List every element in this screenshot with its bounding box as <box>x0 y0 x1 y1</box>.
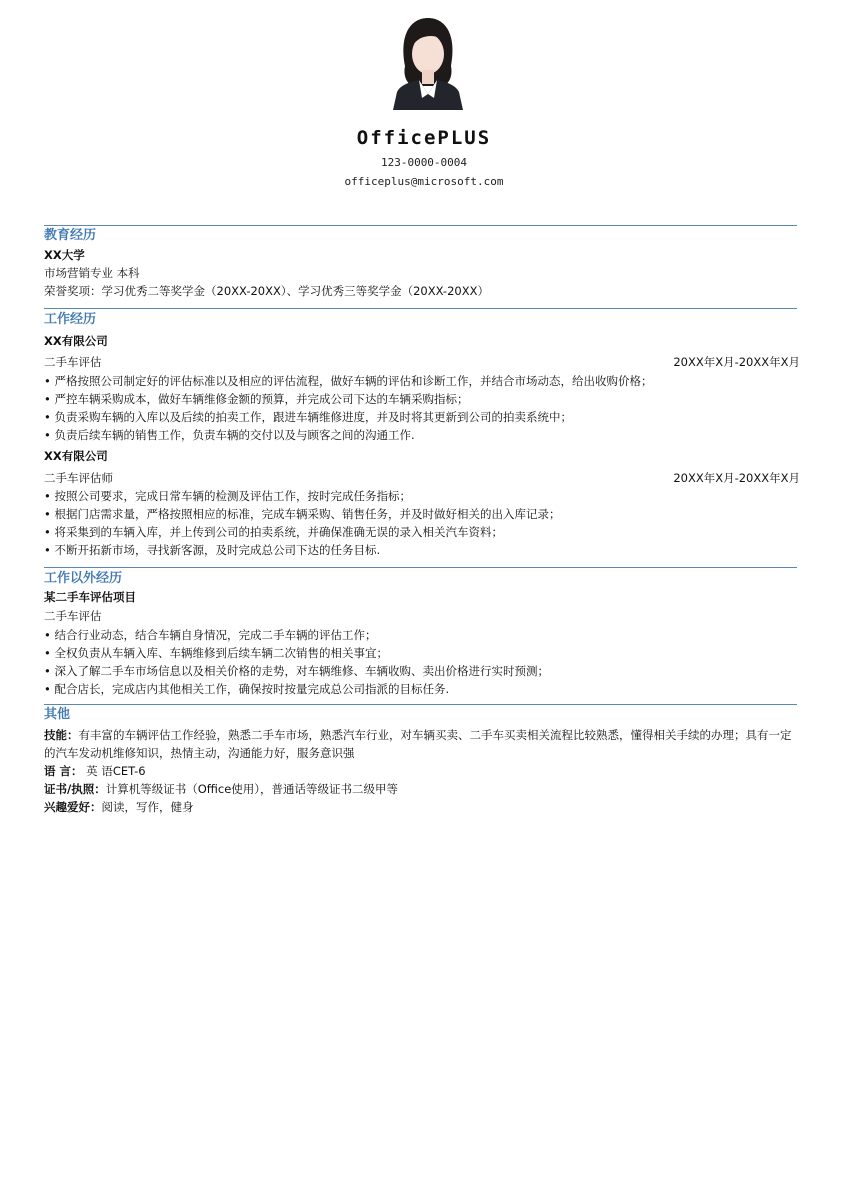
job-role: 二手车评估师 <box>44 471 113 485</box>
major-degree: 市场营销专业 本科 <box>44 266 140 280</box>
skills-text: 有丰富的车辆评估工作经验，熟悉二手车市场，熟悉汽车行业，对车辆买卖、二手车买卖相关流程比较熟悉，懂得相关手续的办理；具有一定的汽车发动机维修知识，热情主动，沟通能力好，服务意识强 <box>44 728 792 760</box>
section-divider <box>44 567 797 568</box>
job-period: 20XX年X月-20XX年X月 <box>673 355 800 369</box>
job-bullet: • 负责后续车辆的销售工作，负责车辆的交付以及与顾客之间的沟通工作. <box>44 427 800 444</box>
skills <box>44 726 800 762</box>
hobby-label: 兴趣爱好： <box>44 800 102 814</box>
project-bullet: • 配合店长，完成店内其他相关工作，确保按时按量完成总公司指派的目标任务. <box>44 681 800 698</box>
section-divider <box>44 225 797 226</box>
other-section-title: 其他 <box>44 707 71 722</box>
job-bullet: • 将采集到的车辆入库，并上传到公司的拍卖系统，并确保准确无误的录入相关汽车资料； <box>44 524 800 541</box>
company-name: XX有限公司 <box>44 334 108 348</box>
project-role: 二手车评估 <box>44 609 102 623</box>
section-divider <box>44 308 797 309</box>
project-name: 某二手车评估项目 <box>44 590 136 604</box>
job-bullet: • 负责采购车辆的入库以及后续的拍卖工作，跟进车辆维修进度，并及时将其更新到公司的拍卖系统中； <box>44 409 800 426</box>
education-section-title: 教育经历 <box>44 228 97 243</box>
job-role: 二手车评估 <box>44 355 102 369</box>
hobbies <box>44 799 800 816</box>
project-bullet: • 全权负责从车辆入库、车辆维修到后续车辆二次销售的相关事宜； <box>44 645 800 662</box>
company-name: XX有限公司 <box>44 449 108 463</box>
hobby-text: 阅读，写作，健身 <box>101 800 194 814</box>
candidate-name: OfficePLUS <box>356 127 492 149</box>
extra-section-title: 工作以外经历 <box>44 571 123 586</box>
language-label: 语 言： <box>44 764 83 778</box>
job-bullet: • 按照公司要求，完成日常车辆的检测及评估工作，按时完成任务指标； <box>44 488 800 505</box>
job-bullet: • 严控车辆采购成本，做好车辆维修金额的预算，并完成公司下达的车辆采购指标； <box>44 391 800 408</box>
email-address: officeplus@microsoft.com <box>344 175 504 188</box>
job-period: 20XX年X月-20XX年X月 <box>673 471 800 485</box>
work-section-title: 工作经历 <box>44 312 97 327</box>
honors: 荣誉奖项：学习优秀二等奖学金（20XX-20XX）、学习优秀三等奖学金（20XX-20XX） <box>44 284 489 298</box>
project-bullet: • 结合行业动态，结合车辆自身情况，完成二手车辆的评估工作； <box>44 627 800 644</box>
job-bullet: • 根据门店需求量，严格按照相应的标准，完成车辆采购、销售任务，并及时做好相关的出入库记录； <box>44 506 800 523</box>
language <box>44 763 800 780</box>
skills-label: 技能： <box>44 728 79 742</box>
certificates <box>44 781 800 798</box>
section-divider <box>44 704 797 705</box>
school-name: XX大学 <box>44 248 85 262</box>
job-bullet: • 严格按照公司制定好的评估标准以及相应的评估流程，做好车辆的评估和诊断工作，并结合市场动态，给出收购价格； <box>44 373 800 390</box>
language-text: 英 语CET-6 <box>86 764 146 778</box>
phone-number: 123-0000-0004 <box>380 156 468 169</box>
project-bullet: • 深入了解二手车市场信息以及相关价格的走势，对车辆维修、车辆收购、卖出价格进行实时预测； <box>44 663 800 680</box>
cert-label: 证书/执照： <box>44 782 106 796</box>
avatar <box>391 14 465 110</box>
job-bullet: • 不断开拓新市场，寻找新客源，及时完成总公司下达的任务目标. <box>44 542 800 559</box>
cert-text: 计算机等级证书（Office使用），普通话等级证书二级甲等 <box>105 782 399 796</box>
